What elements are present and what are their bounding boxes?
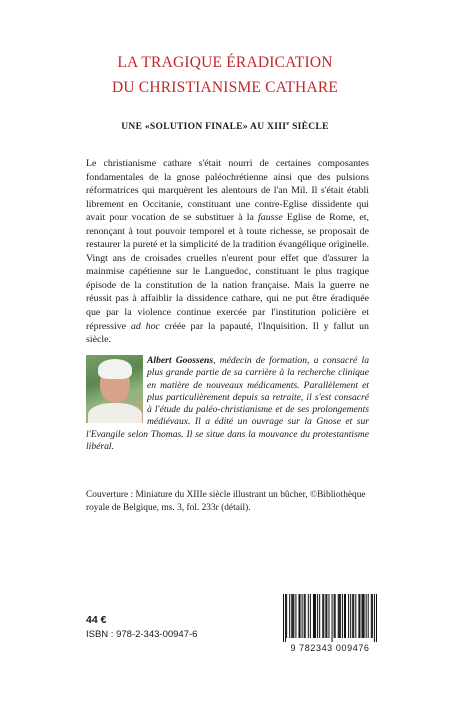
price: 44 €	[86, 614, 107, 626]
cover-credit: Couverture : Miniature du XIIIe siècle illustrant un bûcher, ©Bibliothèque royale de Belgique, ms. 3, fol. 233r (détail).	[86, 490, 366, 513]
book-title-line-1: LA TRAGIQUE ÉRADICATION	[117, 54, 333, 71]
isbn: ISBN : 978-2-343-00947-6	[86, 629, 198, 640]
barcode	[283, 594, 377, 642]
barcode-digits: 9 782343 009476	[290, 643, 370, 653]
book-subtitle: UNE «SOLUTION FINALE» AU XIIIe SIÈCLE	[121, 120, 329, 133]
author-biography: Albert Goossens, médecin de formation, a consacré la plus grande partie de sa carrière à la recherche clinique en matière de nouveaux médicaments. Parallèlement et plus particulièrement depuis sa retraite, il s'est consacré à l'étude du paléo-christianisme et de ses prolongements médiévaux. Il a édité un ouvrage sur la Gnose et sur l'Evangile selon Thomas. Il se situe dans la mouvance du protestantisme libéral.	[86, 355, 370, 453]
book-title-line-2: DU CHRISTIANISME CATHARE	[111, 79, 339, 96]
summary-paragraph: Le christianisme cathare s'était nourri de certaines composantes fondamentales de la gnose paléochrétienne ainsi que des pulsions réformatrices qui marquèrent les alentours de l'an Mil. Il s'était établi librement en Occitanie, constituant une contre-Eglise dissidente qui avait pour vocation de se substituer à la fausse Eglise de Rome, et, renonçant à tout pouvoir temporel et à toute richesse, se proposait de restaurer la pureté et la simplicité de la tradition évangélique originelle. Vingt ans de croisades cruelles n'eurent pour effet que d'assurer la mainmise capétienne sur le Languedoc, constituant le plus tragique épisode de la constitution de la nation française. Mais la guerre ne réussit pas à affaiblir la dissidence cathare, qui ne put être éradiquée que par la violence continue exercée par l'institution policière et répressive ad hoc créée par la papauté, l'Inquisition. Il y fallut un siècle.	[86, 158, 369, 346]
author-name: Albert Goossens	[147, 355, 214, 366]
